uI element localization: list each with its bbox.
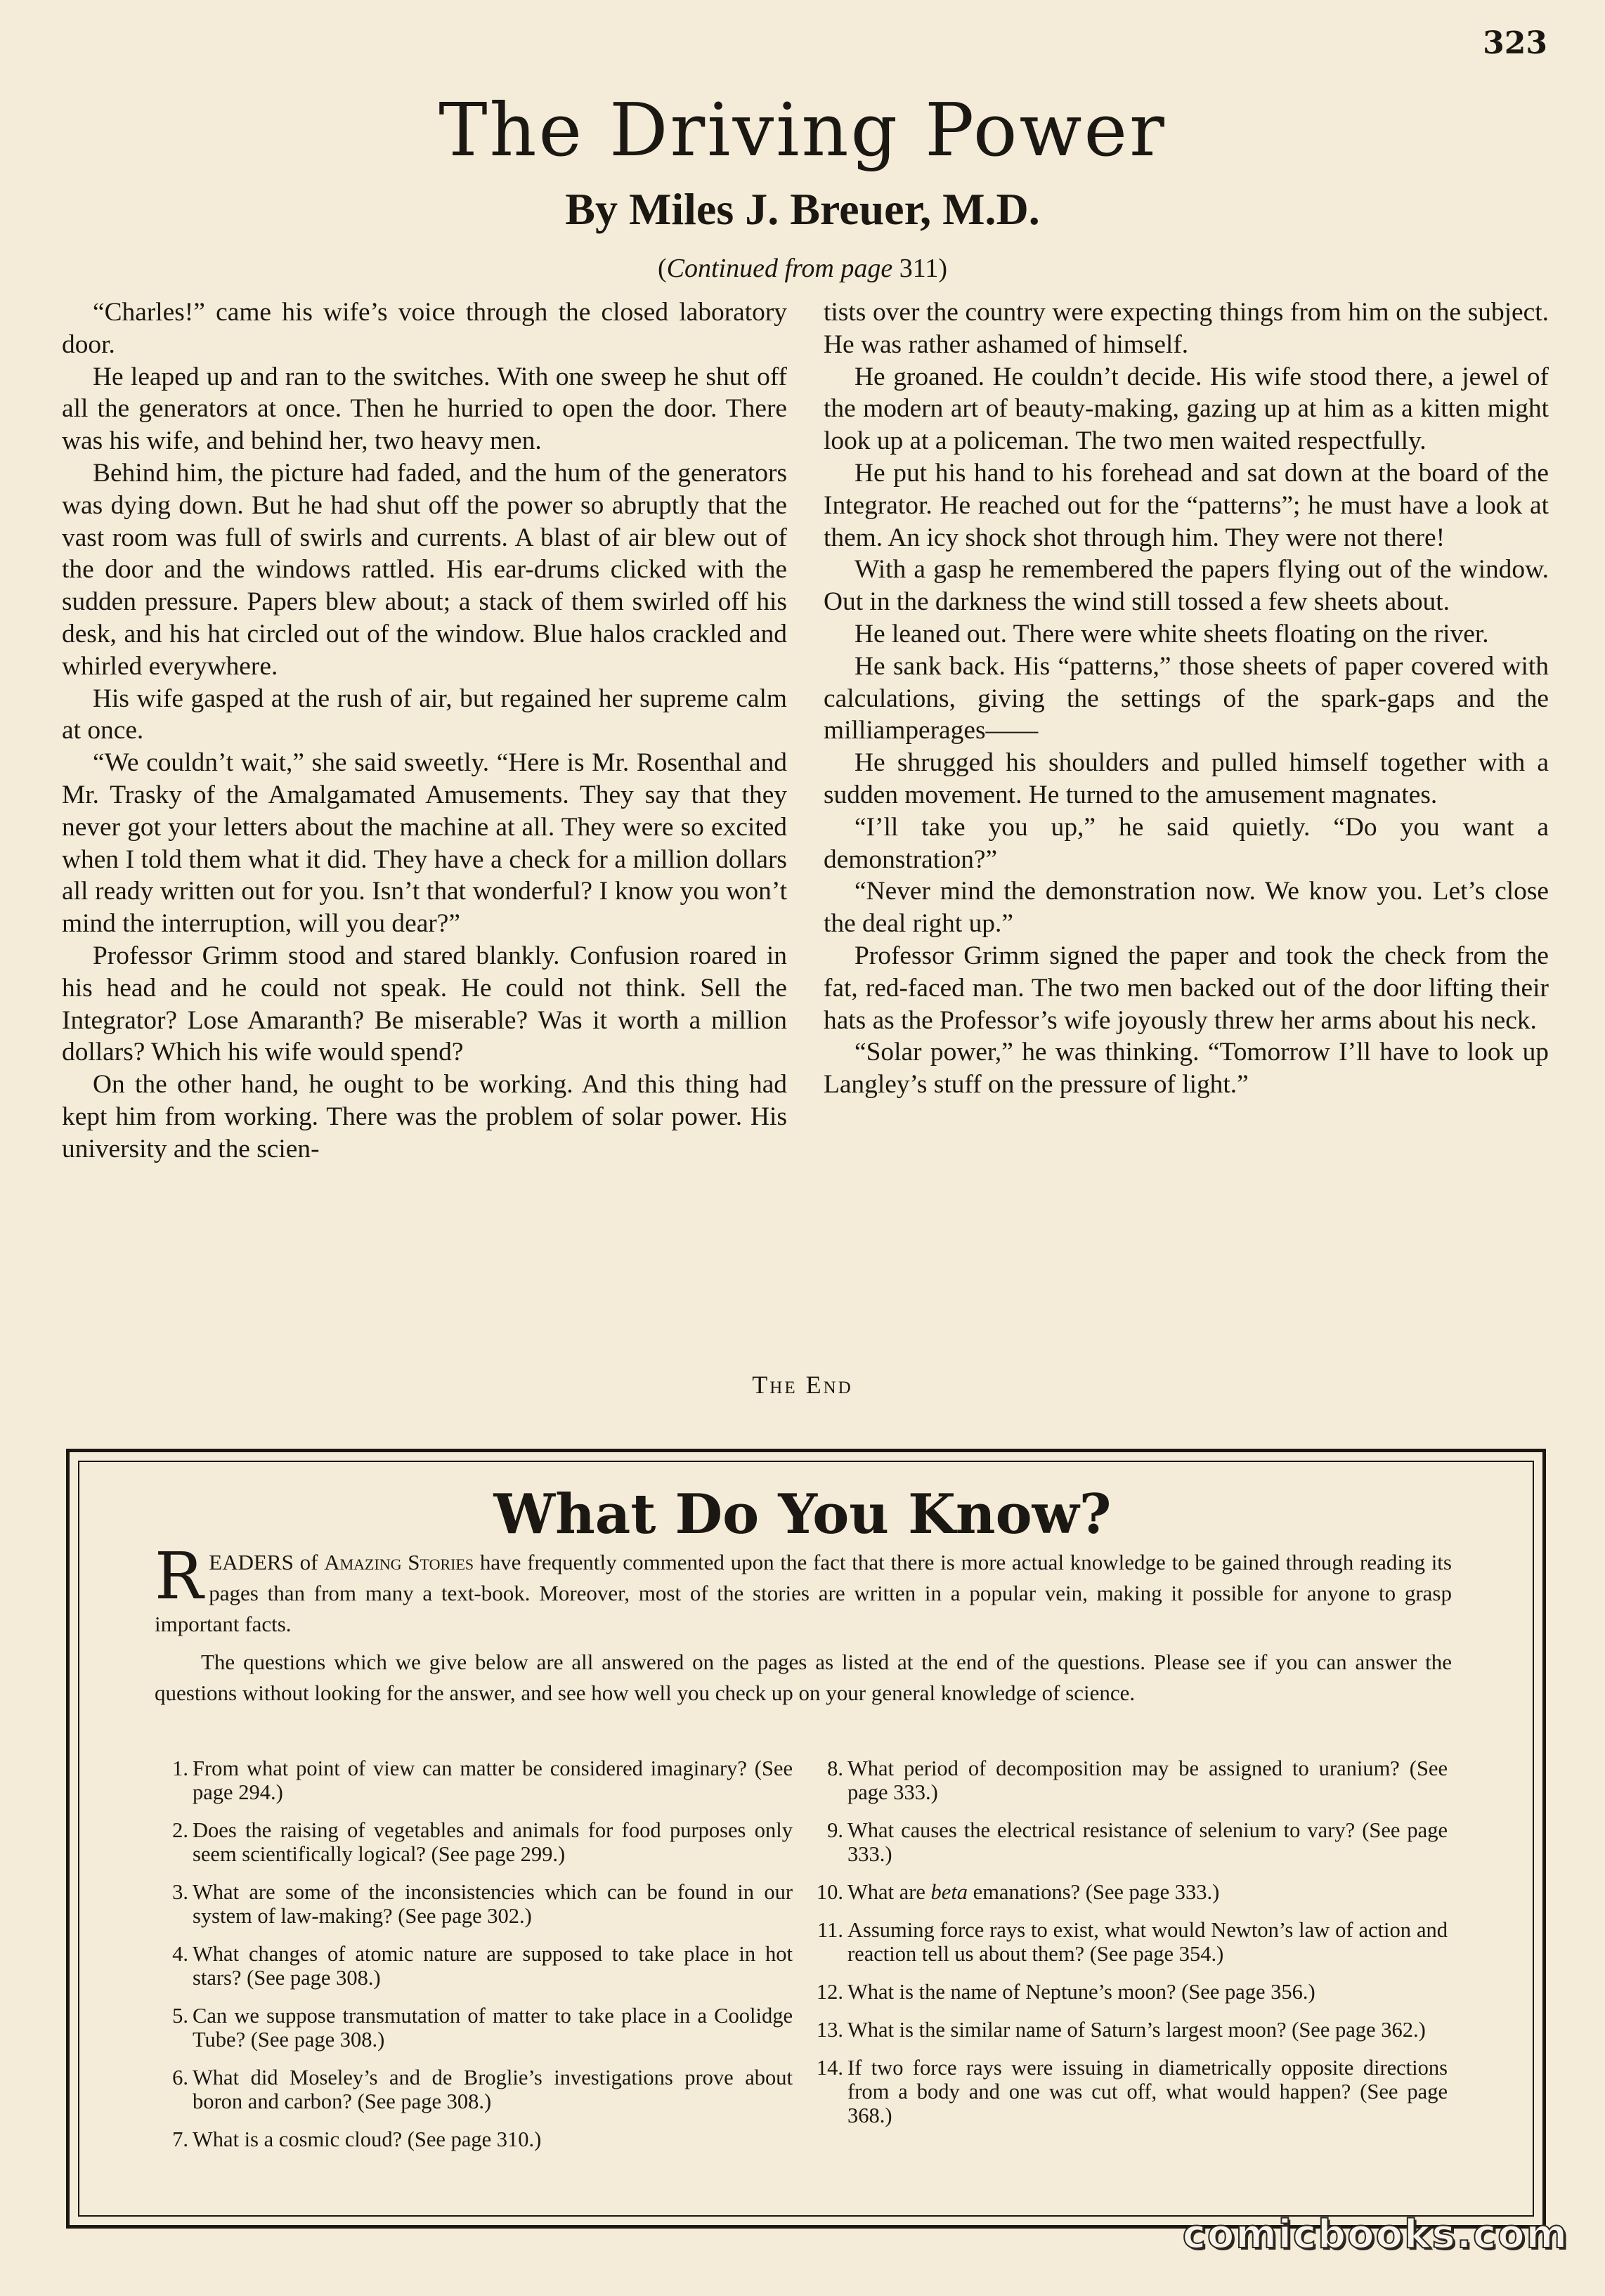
question-item (815, 1818, 1448, 1866)
question-item (160, 2004, 793, 2052)
question-number: 1 . (160, 1756, 188, 1780)
story-paragraph: Behind him, the picture had faded, and the hum of the generators was dying down. But he had shut off the power so abruptly that the vast room was full of swirls and currents. A blast of air blew out of the door and the windows rattled. His ear-drums clicked with the sudden pressure. Papers blew about; a stack of them swirled off his desk, and his hat circled out of the window. Blue halos crackled and whirled everywhere. (62, 458, 787, 681)
question-text: What changes of atomic nature are supposed to take place in hot stars? (See page 308.) (193, 1942, 793, 1990)
quiz-title: What Do You Know? (493, 1482, 1112, 1546)
story-paragraph: He shrugged his shoulders and pulled himself together with a sudden movement. He turned to the amusement magnates. (824, 748, 1549, 809)
story-paragraph: He sank back. His “patterns,” those sheets of paper covered with calculations, giving the settings of the spark-gaps and the milliamperages—— (824, 651, 1549, 745)
question-number: 3 . (160, 1880, 188, 1904)
story-paragraph: “Charles!” came his wife’s voice through the closed laboratory door. (62, 298, 787, 359)
question-text: From what point of view can matter be considered imaginary? (See page 294.) (193, 1756, 793, 1804)
quiz-intro-paragraph-2: The questions which we give below are all answered on the pages as listed at the end of the questions. Please see if you can answer the questions without looking for the answer, and see how well you check up on your general knowledge of science. (155, 1650, 1452, 1705)
drop-cap: R (155, 1539, 204, 1614)
intro-first-word: EADERS (209, 1550, 294, 1574)
question-number: 9 . (815, 1818, 843, 1842)
question-number: 10 . (815, 1880, 843, 1904)
question-text: What period of decomposition may be assigned to uranium? (See page 333.) (847, 1756, 1448, 1804)
question-item (160, 2066, 793, 2113)
question-text (847, 1880, 1219, 1904)
question-number: 6 . (160, 2066, 188, 2089)
story-column-right (824, 296, 1549, 1101)
question-item (815, 1756, 1448, 1804)
question-item (160, 1818, 793, 1866)
question-item (815, 1918, 1448, 1966)
question-text-after: emanations? (See page 333.) (968, 1880, 1220, 1904)
question-text: If two force rays were issuing in diametrically opposite directions from a body and one was cut off, what would happen? (See page 368.) (847, 2056, 1448, 2127)
quiz-intro-paragraph-1 (155, 1539, 1452, 1640)
story-paragraph: With a gasp he remembered the papers flying out of the window. Out in the darkness the wind still tossed a few sheets about. (824, 555, 1549, 617)
question-number: 14 . (815, 2056, 843, 2080)
story-paragraph: He put his hand to his forehead and sat down at the board of the Integrator. He reached out for the “patterns”; he must have a look at them. An icy shock shot through him. They were not there! (824, 458, 1549, 552)
watermark-logo: comicbooks.com (1182, 2212, 1568, 2257)
question-text: Assuming force rays to exist, what would Newton’s law of action and reaction tell us about them? (See page 354.) (847, 1918, 1448, 1966)
continued-label: Continued from page (666, 254, 893, 283)
question-item (160, 2127, 793, 2151)
intro-of: of (299, 1550, 318, 1574)
magazine-name: Amazing Stories (324, 1550, 474, 1574)
question-number: 7 . (160, 2127, 188, 2151)
question-item (815, 1880, 1448, 1904)
story-paragraph: His wife gasped at the rush of air, but regained her supreme calm at once. (62, 684, 787, 745)
question-text: Does the raising of vegetables and animals for food purposes only seem scientifically logical? (See page 299.) (193, 1818, 793, 1866)
intro-text: have frequently commented upon the fact that there is more actual knowledge to be gained through reading its pages than from many a text-book. Moreover, most of the stories are written in a popular vein, making it possible for anyone to grasp important facts. (155, 1550, 1452, 1636)
questions-column-left (160, 1756, 793, 2165)
question-item (815, 1980, 1448, 2004)
question-text: What did Moseley’s and de Broglie’s investigations prove about boron and carbon? (See page 308.) (193, 2066, 793, 2113)
story-paragraph: “Solar power,” he was thinking. “Tomorrow I’ll have to look up Langley’s stuff on the pressure of light.” (824, 1038, 1549, 1100)
page-number: 323 (1483, 25, 1547, 61)
question-text: Can we suppose transmutation of matter to take place in a Coolidge Tube? (See page 308.) (193, 2004, 793, 2052)
story-paragraph: Professor Grimm stood and stared blankly. Confusion roared in his head and he could not speak. He could not think. Sell the Integrator? Lose Amaranth? Be miserable? Was it worth a million dollars? Which his wife would spend? (62, 941, 787, 1067)
story-paragraph: He groaned. He couldn’t decide. His wife stood there, a jewel of the modern art of beauty-making, gazing up at him as a kitten might look up at a policeman. The two men waited respectfully. (824, 362, 1549, 456)
question-number: 8 . (815, 1756, 843, 1780)
question-text: What is the similar name of Saturn’s largest moon? (See page 362.) (847, 2018, 1426, 2042)
question-number: 4 . (160, 1942, 188, 1966)
question-number: 11 . (815, 1918, 843, 1942)
story-paragraph: Professor Grimm signed the paper and took the check from the fat, red-faced man. The two men backed out of the door lifting their hats as the Professor’s wife joyously threw her arms about his neck. (824, 941, 1549, 1035)
quiz-intro (155, 1539, 1452, 1709)
question-item (160, 1756, 793, 1804)
question-number: 5 . (160, 2004, 188, 2028)
question-number: 12 . (815, 1980, 843, 2004)
question-number: 2 . (160, 1818, 188, 1842)
question-text: What are some of the inconsistencies which can be found in our system of law-making? (See page 302.) (193, 1880, 793, 1928)
question-item (815, 2056, 1448, 2127)
story-title: The Driving Power (438, 87, 1167, 173)
story-paragraph: He leaped up and ran to the switches. With one sweep he shut off all the generators at once. Then he hurried to open the door. There was his wife, and behind her, two heavy men. (62, 362, 787, 456)
story-paragraph: “Never mind the demonstration now. We know you. Let’s close the deal right up.” (824, 877, 1549, 939)
story-column-left (62, 296, 787, 1166)
story-paragraph: He leaned out. There were white sheets floating on the river. (855, 619, 1489, 648)
question-text-italic: beta (930, 1880, 968, 1904)
story-paragraph: “I’ll take you up,” he said quietly. “Do you want a demonstration?” (824, 812, 1549, 874)
story-paragraph: On the other hand, he ought to be working. And this thing had kept him from working. There was the problem of solar power. His university and the scien- (62, 1070, 787, 1163)
story-paragraph: “We couldn’t wait,” she said sweetly. “Here is Mr. Rosenthal and Mr. Trasky of the Amalgamated Amusements. They say that they never got your letters about the machine at all. They were so excited when I told them what it did. They have a check for a million dollars all ready written out for you. Isn’t that wonderful? I know you won’t mind the interruption, will you dear?” (62, 748, 787, 939)
question-item (160, 1942, 793, 1990)
question-text: What is a cosmic cloud? (See page 310.) (193, 2127, 542, 2151)
story-byline: By Miles J. Breuer, M.D. (565, 184, 1040, 234)
story-paragraph-continuation: tists over the country were expecting things from him on the subject. He was rather ashamed of himself. (824, 298, 1549, 359)
questions-column-right (815, 1756, 1448, 2141)
question-text: What causes the electrical resistance of selenium to vary? (See page 333.) (847, 1818, 1448, 1866)
question-number: 13 . (815, 2018, 843, 2042)
question-item (160, 1880, 793, 1928)
question-text: What is the name of Neptune’s moon? (See page 356.) (847, 1980, 1315, 2004)
the-end-label: The End (752, 1371, 853, 1399)
continued-note: (Continued from page 311) (658, 254, 947, 283)
continued-page: 311 (899, 254, 939, 283)
question-text-before: What are (847, 1880, 931, 1904)
question-item (815, 2018, 1448, 2042)
